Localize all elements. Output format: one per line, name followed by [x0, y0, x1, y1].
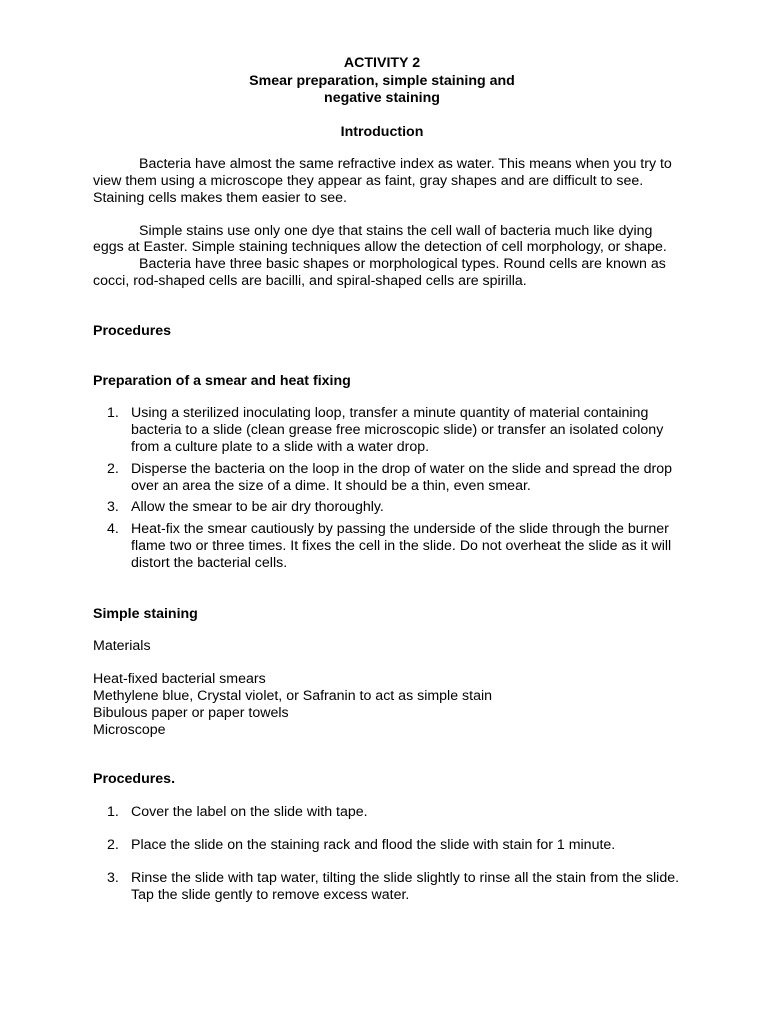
- material-item: Methylene blue, Crystal violet, or Safranin to act as simple stain: [93, 688, 493, 705]
- staining-steps-list: [93, 804, 683, 903]
- list-item-text: Place the slide on the staining rack and flood the slide with stain for 1 minute.: [131, 837, 616, 854]
- list-item-text: Allow the smear to be air dry thoroughly.: [131, 499, 384, 516]
- list-item: [93, 870, 683, 904]
- list-item-text: Heat-fix the smear cautiously by passing the underside of the slide through the burner flame two or three times. It fixes the cell in the slide. Do not overheat the slide as it will distort the bacterial cells.: [131, 521, 672, 571]
- document-title: [81, 55, 683, 108]
- staining-procedures-heading: Procedures.: [93, 771, 176, 788]
- introduction-heading: Introduction: [340, 123, 424, 140]
- list-item: [93, 804, 683, 821]
- list-item: [93, 499, 683, 516]
- activity-subtitle-line1: Smear preparation, simple staining and: [249, 72, 515, 89]
- material-item: Microscope: [93, 721, 166, 738]
- list-number: 1.: [107, 405, 119, 422]
- intro-paragraph-1: Bacteria have almost the same refractive index as water. This means when you try to view them using a microscope they appear as faint, gray shapes and are difficult to see. Staining cells makes them easier to see.: [93, 156, 672, 206]
- list-number: 1.: [107, 804, 119, 821]
- activity-title: ACTIVITY 2: [343, 55, 421, 71]
- list-number: 3.: [107, 499, 119, 516]
- list-item-text: Rinse the slide with tap water, tilting the slide slightly to rinse all the stain from the slide. Tap the slide gently to remove excess water.: [131, 869, 680, 903]
- document-page: [93, 55, 683, 903]
- materials-label: Materials: [93, 638, 151, 655]
- materials-list: [93, 671, 683, 738]
- list-number: 2.: [107, 837, 119, 854]
- material-item: Heat-fixed bacterial smears: [93, 671, 266, 688]
- list-number: 3.: [107, 869, 119, 886]
- procedures-heading: Procedures: [93, 322, 172, 339]
- list-item: [93, 521, 683, 571]
- smear-steps-list: [93, 405, 683, 571]
- list-item: [93, 837, 683, 854]
- list-item: [93, 405, 683, 455]
- list-number: 2.: [107, 460, 119, 477]
- intro-paragraph-2: Simple stains use only one dye that stains the cell wall of bacteria much like dying eggs at Easter. Simple staining techniques allow the detection of cell morphology, or shape.: [93, 222, 667, 256]
- activity-subtitle-line2: negative staining: [324, 90, 440, 106]
- list-item-text: Using a sterilized inoculating loop, transfer a minute quantity of material containing bacteria to a slide (clean grease free microscopic slide) or transfer an isolated colony from a culture plate to a slide with a water drop.: [131, 405, 664, 456]
- smear-section-heading: Preparation of a smear and heat fixing: [93, 372, 351, 389]
- list-item: [93, 461, 683, 495]
- list-item-text: Cover the label on the slide with tape.: [131, 804, 368, 821]
- list-number: 4.: [107, 521, 119, 538]
- intro-paragraph-3: Bacteria have three basic shapes or morphological types. Round cells are known as cocci, rod-shaped cells are bacilli, and spiral-shaped cells are spirilla.: [93, 256, 666, 290]
- list-item-text: Disperse the bacteria on the loop in the drop of water on the slide and spread the drop over an area the size of a dime. It should be a thin, even smear.: [131, 460, 673, 494]
- material-item: Bibulous paper or paper towels: [93, 704, 289, 721]
- simple-staining-heading: Simple staining: [93, 605, 198, 622]
